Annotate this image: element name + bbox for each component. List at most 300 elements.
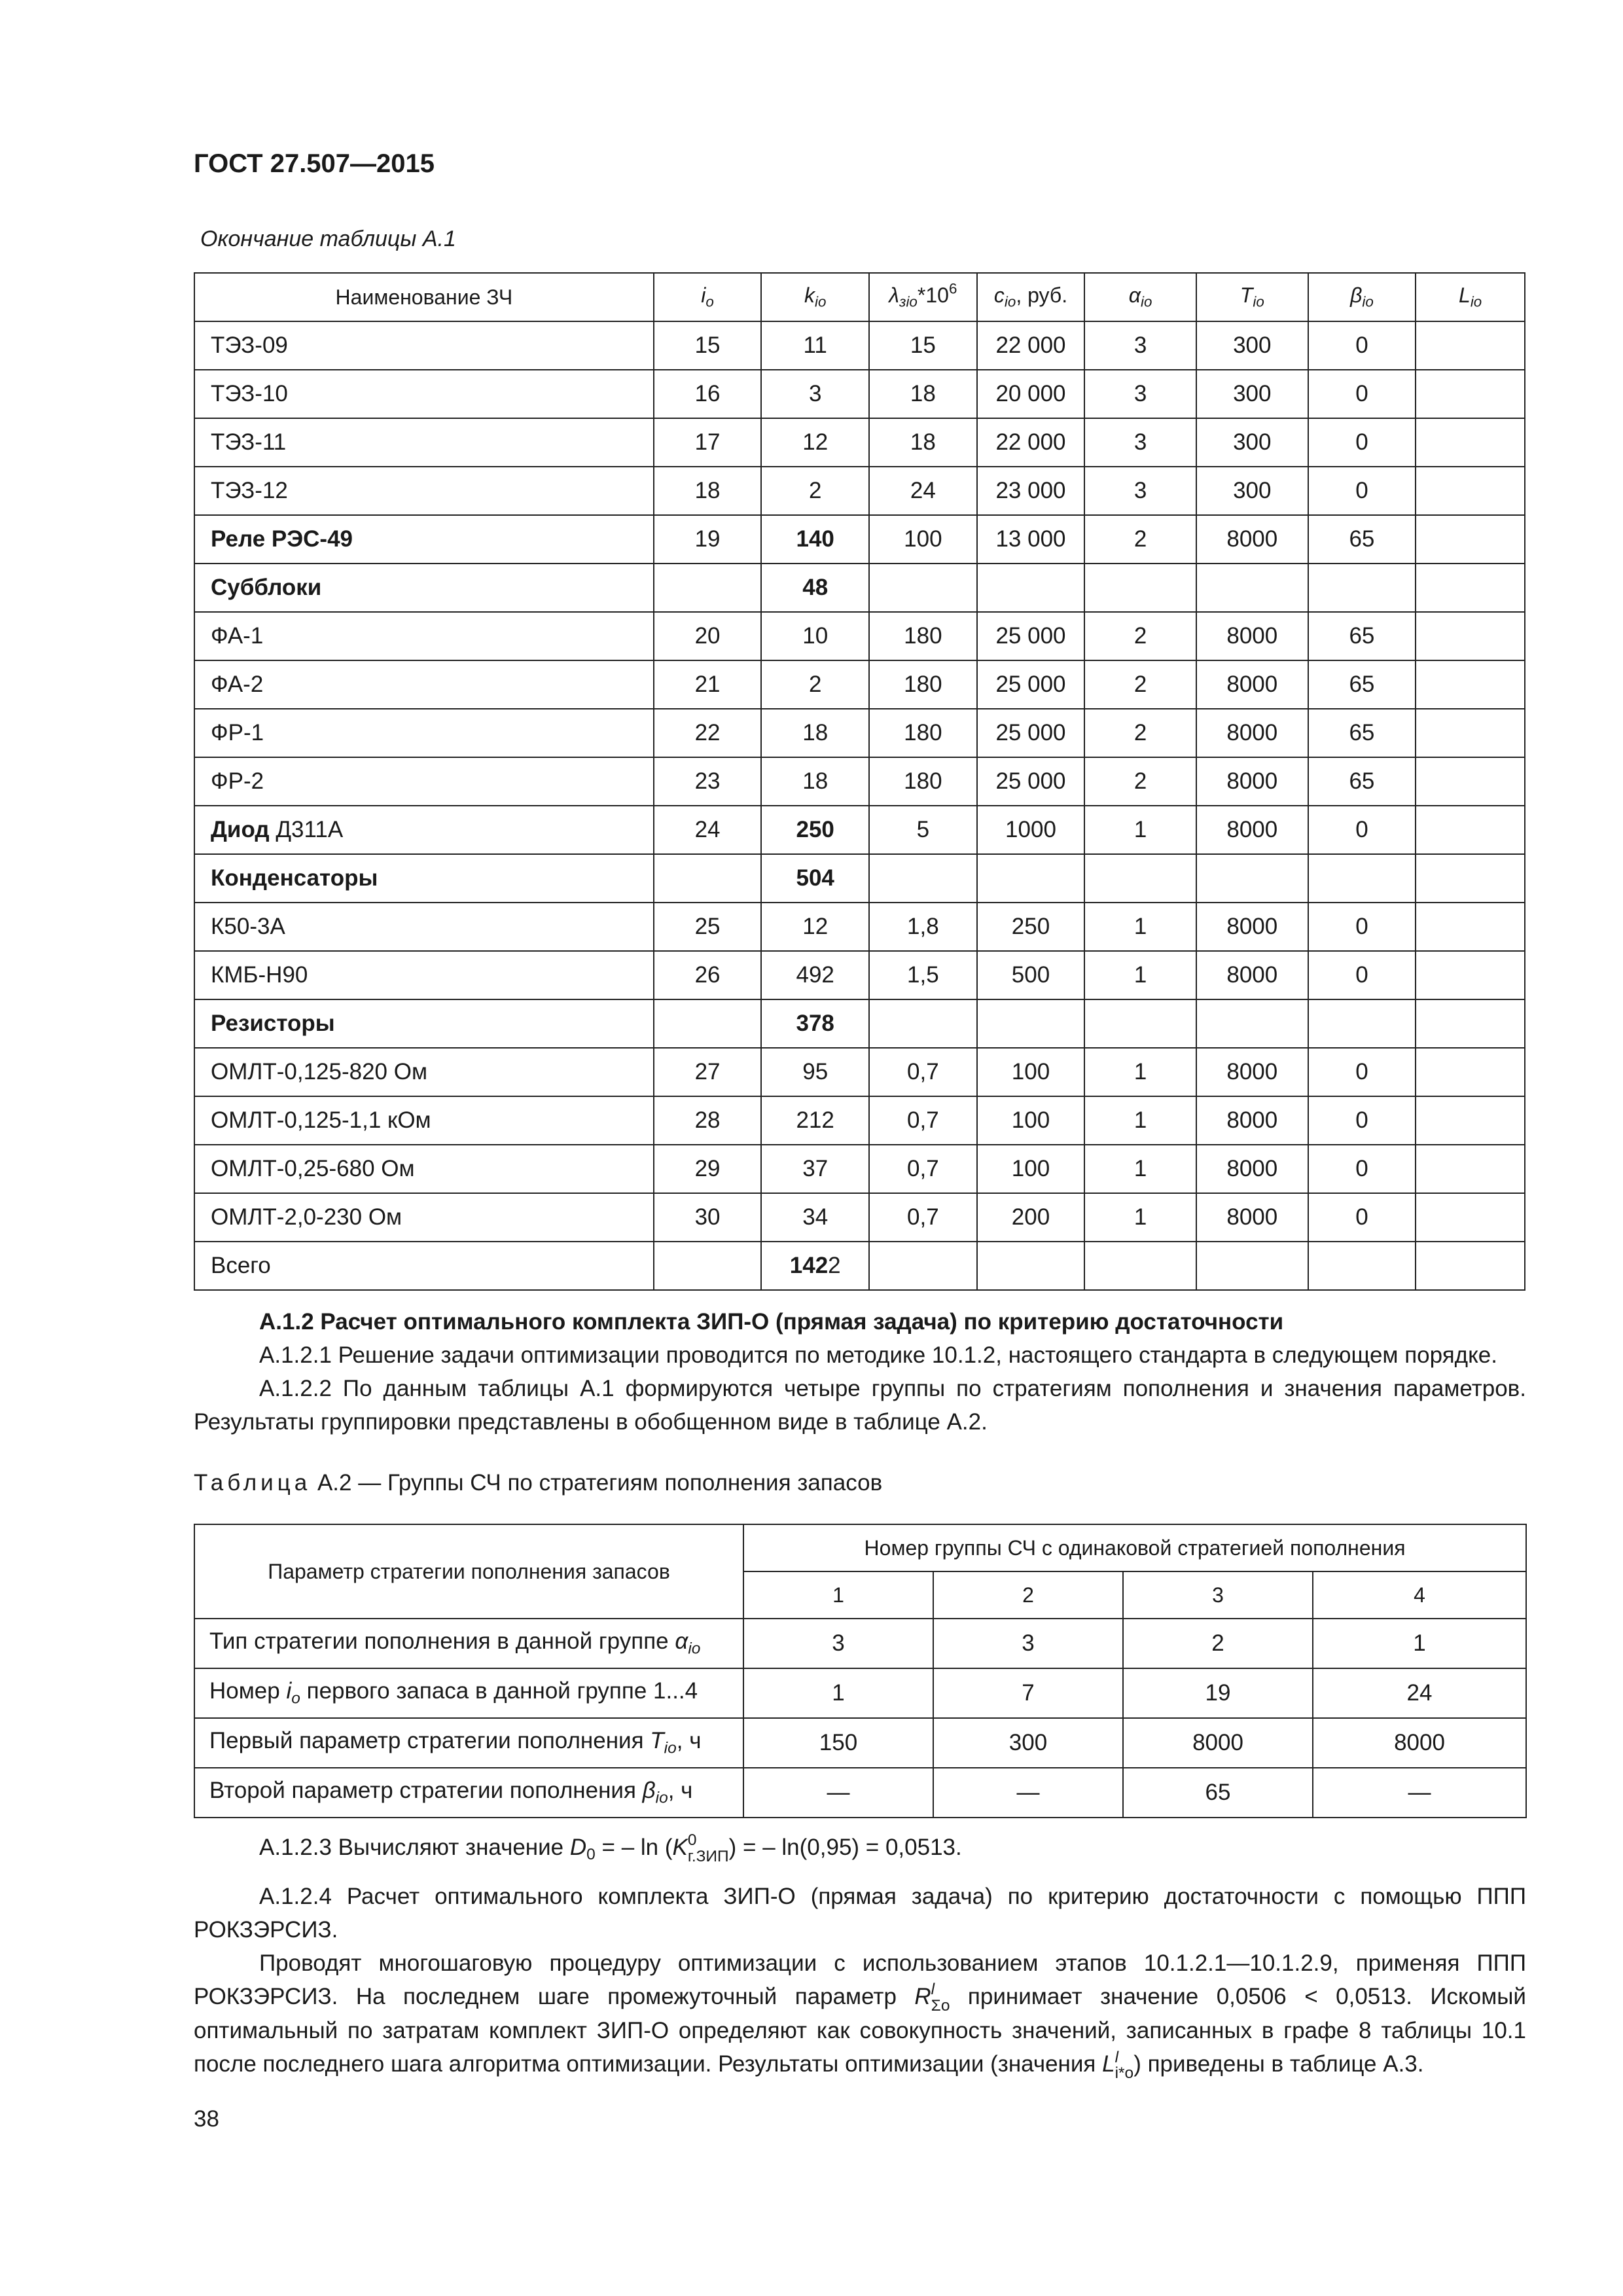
value-cell [654, 321, 762, 370]
param-subscript: iо [664, 1739, 677, 1757]
cell-value: 1 [1133, 1107, 1147, 1133]
cell-value: 8000 [1226, 1156, 1278, 1181]
value-cell [977, 418, 1085, 467]
value-cell [761, 1242, 869, 1290]
cell-value: 8000 [1226, 672, 1278, 697]
value-cell [1084, 903, 1196, 951]
part-name: ТЭЗ-10 [211, 381, 288, 406]
table2-caption-label: Таблица [194, 1470, 312, 1496]
part-name: ОМЛТ-2,0-230 Ом [211, 1204, 402, 1230]
cell-value: 100 [904, 526, 942, 552]
cell-value: 1 [1133, 1204, 1147, 1230]
value-cell [1084, 806, 1196, 854]
group-value-cell: — [743, 1768, 933, 1818]
cell-value: 65 [1349, 623, 1375, 649]
value-cell [977, 757, 1085, 806]
param-label-cell [194, 1768, 743, 1818]
value-cell [977, 1048, 1085, 1096]
group-value-cell: 3 [743, 1619, 933, 1668]
formula-k-sub: г.ЗИП [687, 1847, 729, 1865]
cell-value: 48 [802, 575, 829, 600]
table-row [194, 564, 1525, 612]
value-cell [654, 1242, 762, 1290]
cell-value: 25 000 [995, 672, 1066, 697]
cell-value: 0,7 [907, 1204, 939, 1230]
p5-l-sub: i*о [1115, 2064, 1134, 2082]
value-cell [977, 660, 1085, 709]
part-name-cell [194, 709, 654, 757]
value-cell [1308, 1096, 1416, 1145]
formula-d0 [259, 1833, 962, 1865]
value-cell [1308, 709, 1416, 757]
p5-r-symbol: R [914, 1984, 931, 2009]
header-symbol: α [1128, 283, 1141, 308]
p5-r-sup: l [931, 1981, 935, 1999]
cell-value: 0 [1355, 817, 1368, 842]
cell-value: 2 [1133, 768, 1147, 794]
value-cell [1308, 1145, 1416, 1193]
value-cell [869, 612, 977, 660]
group-value-cell: 1 [743, 1668, 933, 1718]
value-cell [1308, 1242, 1416, 1290]
table-row [194, 1193, 1525, 1242]
part-name: ФА-1 [211, 623, 264, 649]
value-cell [1084, 467, 1196, 515]
value-cell [1196, 418, 1308, 467]
table-row [194, 1048, 1525, 1096]
cell-value: 3 [808, 381, 822, 406]
value-cell [977, 1096, 1085, 1145]
cell-value: 19 [694, 526, 721, 552]
header-subscript: iо [1362, 293, 1374, 310]
value-cell [1084, 1193, 1196, 1242]
cell-value: 3 [1133, 429, 1147, 455]
p5-part-a: Проводят многошаговую процедуру оптимизации с использованием этапов 10.1.2.1—10.1.2.9, применяя ППП РОКЗЭРСИЗ. На последнем шаге промежуточный параметр [194, 1950, 1526, 2009]
value-cell [869, 903, 977, 951]
cell-value: 95 [802, 1059, 829, 1085]
param-label-cell [194, 1668, 743, 1718]
value-cell [761, 370, 869, 418]
value-cell [761, 1145, 869, 1193]
part-name-cell [194, 660, 654, 709]
parts-table-header-cell [654, 273, 762, 321]
table-row [194, 1619, 1526, 1668]
cell-value: 65 [1349, 720, 1375, 745]
cell-value: 24 [694, 817, 721, 842]
formula-d-symbol: D [569, 1834, 587, 1860]
value-cell [1196, 757, 1308, 806]
param-subscript: iо [655, 1789, 668, 1807]
group-value-cell: 3 [933, 1619, 1123, 1668]
value-cell [869, 467, 977, 515]
value-cell [977, 1145, 1085, 1193]
value-cell [761, 1193, 869, 1242]
value-cell [869, 951, 977, 999]
part-name-cell [194, 1145, 654, 1193]
value-cell [977, 1242, 1085, 1290]
cell-value: 8000 [1226, 962, 1278, 988]
cell-value: 0 [1355, 1059, 1368, 1085]
group-value-cell: 8000 [1313, 1718, 1526, 1768]
value-cell [869, 370, 977, 418]
value-cell [1084, 1242, 1196, 1290]
section-heading: А.1.2 Расчет оптимального комплекта ЗИП-О (прямая задача) по критерию достаточности [259, 1309, 1284, 1335]
parts-table-header-cell [761, 273, 869, 321]
part-name-cell [194, 903, 654, 951]
value-cell [869, 1048, 977, 1096]
cell-value: 1,5 [907, 962, 939, 988]
value-cell [1196, 660, 1308, 709]
cell-value: 8000 [1226, 526, 1278, 552]
cell-value: 8000 [1226, 768, 1278, 794]
param-label-cell [194, 1718, 743, 1768]
col-group-header: Номер группы СЧ с одинаковой стратегией пополнения [743, 1524, 1526, 1571]
value-cell [1084, 321, 1196, 370]
value-cell [869, 709, 977, 757]
value-cell [654, 1048, 762, 1096]
header-superscript: 6 [948, 280, 957, 297]
part-name: Реле РЭС-49 [211, 526, 353, 552]
cell-value: 250 [796, 817, 834, 842]
value-cell [1196, 903, 1308, 951]
table-row [194, 709, 1525, 757]
cell-value: 30 [694, 1204, 721, 1230]
value-cell [761, 660, 869, 709]
value-cell [1196, 709, 1308, 757]
col-param-header: Параметр стратегии пополнения запасов [194, 1524, 743, 1619]
value-cell [1308, 612, 1416, 660]
group-value-cell: 1 [1313, 1619, 1526, 1668]
cell-value: 34 [802, 1204, 829, 1230]
part-name-cell [194, 951, 654, 999]
cell-value: 18 [910, 381, 936, 406]
value-cell [654, 612, 762, 660]
table-row [194, 806, 1525, 854]
cell-value: 3 [1133, 332, 1147, 358]
param-label-cell [194, 1619, 743, 1668]
cell-value: 180 [904, 720, 942, 745]
value-cell [761, 903, 869, 951]
cell-value: 20 [694, 623, 721, 649]
part-name: Конденсаторы [211, 865, 378, 891]
value-cell [977, 1193, 1085, 1242]
header-subscript: iо [1004, 293, 1016, 310]
section-a124 [194, 1880, 1526, 2082]
value-cell [1308, 564, 1416, 612]
value-cell [654, 370, 762, 418]
value-cell [654, 1096, 762, 1145]
value-cell [977, 951, 1085, 999]
param-tail: , ч [676, 1728, 702, 1754]
value-cell [654, 1145, 762, 1193]
part-name-cell [194, 1193, 654, 1242]
p5-l-symbol: L [1102, 2051, 1115, 2077]
cell-value: 0 [1355, 962, 1368, 988]
table-continuation-caption: Окончание таблицы А.1 [200, 226, 456, 251]
cell-value: 1 [1133, 817, 1147, 842]
page-number: 38 [194, 2106, 219, 2132]
value-cell [869, 854, 977, 903]
value-cell [654, 951, 762, 999]
value-cell [977, 806, 1085, 854]
part-name: ФР-2 [211, 768, 264, 794]
value-cell [654, 709, 762, 757]
formula-suffix: ) = – ln(0,95) = 0,0513. [728, 1834, 962, 1860]
formula-mid: = – ln ( [595, 1834, 673, 1860]
cell-value: 18 [802, 720, 829, 745]
cell-value: 16 [694, 381, 721, 406]
group-value-cell: 8000 [1123, 1718, 1313, 1768]
parts-table [194, 272, 1525, 1291]
value-cell [1084, 709, 1196, 757]
cell-value: 22 000 [995, 332, 1066, 358]
value-cell [869, 660, 977, 709]
group-value-cell: 150 [743, 1718, 933, 1768]
cell-value: 2 [1133, 720, 1147, 745]
group-number-cell: 4 [1313, 1571, 1526, 1619]
cell-value: 300 [1233, 478, 1272, 503]
value-cell [761, 757, 869, 806]
param-symbol: α [675, 1628, 688, 1655]
cell-value: 21 [694, 672, 721, 697]
param-symbol: T [650, 1728, 664, 1754]
value-cell [869, 564, 977, 612]
table-row [194, 1096, 1525, 1145]
header-symbol: β [1350, 283, 1363, 308]
part-name-cell [194, 612, 654, 660]
value-cell [977, 564, 1085, 612]
value-cell [654, 515, 762, 564]
group-number-cell: 2 [933, 1571, 1123, 1619]
value-cell [869, 1145, 977, 1193]
value-cell [1196, 951, 1308, 999]
table-row [194, 999, 1525, 1048]
table-row [194, 757, 1525, 806]
value-cell [1196, 515, 1308, 564]
value-cell [1308, 1048, 1416, 1096]
cell-value: 15 [910, 332, 936, 358]
cell-value: 22 [694, 720, 721, 745]
part-name-rest: Д311А [269, 817, 344, 842]
cell-value: 25 000 [995, 768, 1066, 794]
cell-value: 3 [1133, 381, 1147, 406]
cell-value: 25 [694, 914, 721, 939]
value-cell [977, 467, 1085, 515]
value-cell [1308, 418, 1416, 467]
value-cell [977, 321, 1085, 370]
param-label: Номер [209, 1678, 287, 1704]
table-row [194, 1718, 1526, 1768]
p5-l-sup: l [1115, 2048, 1119, 2066]
value-cell [1416, 757, 1525, 806]
cell-value: 24 [910, 478, 936, 503]
table-row [194, 515, 1525, 564]
value-cell [1084, 1096, 1196, 1145]
value-cell [1196, 321, 1308, 370]
cell-value: 2 [808, 478, 822, 503]
cell-value: 1 [1133, 962, 1147, 988]
header-subscript: iо [814, 293, 827, 310]
table-row [194, 1145, 1525, 1193]
table-row [194, 660, 1525, 709]
value-cell [1084, 1048, 1196, 1096]
cell-value: 0 [1355, 478, 1368, 503]
part-name: КМБ-Н90 [211, 962, 308, 988]
total-rest: 2 [828, 1253, 841, 1278]
value-cell [1308, 999, 1416, 1048]
value-cell [1416, 1048, 1525, 1096]
value-cell [761, 806, 869, 854]
value-cell [977, 515, 1085, 564]
value-cell [977, 370, 1085, 418]
p5-part-c: ) приведены в таблице А.3. [1133, 2051, 1424, 2077]
value-cell [1196, 1096, 1308, 1145]
cell-value: 180 [904, 672, 942, 697]
value-cell [1084, 660, 1196, 709]
header-subscript: iо [1253, 293, 1264, 310]
value-cell [654, 1193, 762, 1242]
cell-value: 18 [694, 478, 721, 503]
cell-value: 22 000 [995, 429, 1066, 455]
value-cell [1416, 370, 1525, 418]
header-symbol: k [804, 283, 815, 308]
value-cell [1308, 1193, 1416, 1242]
table-row [194, 612, 1525, 660]
value-cell [1416, 709, 1525, 757]
cell-value: 0,7 [907, 1156, 939, 1181]
value-cell [761, 709, 869, 757]
value-cell [1416, 467, 1525, 515]
section-a12 [194, 1305, 1526, 1439]
value-cell [1416, 612, 1525, 660]
value-cell [869, 1193, 977, 1242]
value-cell [1084, 515, 1196, 564]
part-name-cell [194, 370, 654, 418]
cell-value: 15 [694, 332, 721, 358]
value-cell [1308, 321, 1416, 370]
part-name-cell [194, 757, 654, 806]
value-cell [1308, 660, 1416, 709]
value-cell [977, 999, 1085, 1048]
part-name: Всего [211, 1253, 271, 1278]
value-cell [761, 418, 869, 467]
cell-value: 300 [1233, 429, 1272, 455]
value-cell [1308, 903, 1416, 951]
cell-value: 1 [1133, 1059, 1147, 1085]
part-name-cell [194, 515, 654, 564]
value-cell [1416, 1145, 1525, 1193]
value-cell [1084, 854, 1196, 903]
value-cell [1196, 806, 1308, 854]
cell-value: 3 [1133, 478, 1147, 503]
cell-value: 250 [1011, 914, 1050, 939]
cell-value: 0,7 [907, 1107, 939, 1133]
header-symbol: c [993, 283, 1005, 308]
formula-k-sup: 0 [687, 1831, 697, 1849]
part-name-cell [194, 1048, 654, 1096]
value-cell [1416, 418, 1525, 467]
group-number-cell: 3 [1123, 1571, 1313, 1619]
cell-value: 0 [1355, 1107, 1368, 1133]
part-name: ФР-1 [211, 720, 264, 745]
part-name-cell [194, 321, 654, 370]
cell-value: 0 [1355, 332, 1368, 358]
value-cell [869, 999, 977, 1048]
parts-table-header-cell [194, 273, 654, 321]
value-cell [1416, 806, 1525, 854]
header-subscript: iо [1141, 293, 1152, 310]
cell-value: 2 [1133, 526, 1147, 552]
cell-value: 200 [1011, 1204, 1050, 1230]
value-cell [977, 854, 1085, 903]
cell-value: 28 [694, 1107, 721, 1133]
cell-value: 25 000 [995, 623, 1066, 649]
value-cell [869, 418, 977, 467]
group-value-cell: 19 [1123, 1668, 1313, 1718]
cell-value: 0 [1355, 914, 1368, 939]
value-cell [1416, 1193, 1525, 1242]
group-value-cell: 65 [1123, 1768, 1313, 1818]
group-value-cell: — [933, 1768, 1123, 1818]
value-cell [1084, 370, 1196, 418]
cell-value: 8000 [1226, 623, 1278, 649]
cell-value: 17 [694, 429, 721, 455]
cell-value: 12 [802, 914, 829, 939]
value-cell [1416, 951, 1525, 999]
part-name: Резисторы [211, 1011, 335, 1036]
part-name: ТЭЗ-12 [211, 478, 288, 503]
value-cell [761, 1048, 869, 1096]
part-name-cell [194, 806, 654, 854]
p5-part-b: принимает значение 0,0506 < 0,0513. Искомый оптимальный по затратам комплект ЗИП-О определяют как совокупность значений, записанных в графе 8 таблицы 10.1 после последнего шага алгоритма оптимизации. Результаты оптимизации (значения [194, 1984, 1526, 2077]
group-value-cell: 300 [933, 1718, 1123, 1768]
value-cell [1196, 564, 1308, 612]
cell-value: 12 [802, 429, 829, 455]
cell-value: 11 [803, 332, 827, 358]
cell-value: 140 [796, 526, 834, 552]
table-row [194, 467, 1525, 515]
cell-value: 2 [808, 672, 822, 697]
value-cell [654, 418, 762, 467]
header-tail: , руб. [1016, 283, 1068, 308]
paragraph-a122: А.1.2.2 По данным таблицы А.1 формируются четыре группы по стратегиям пополнения и значения параметров. Результаты группировки представлены в обобщенном виде в таблице А.2. [194, 1376, 1526, 1435]
cell-value: 1 [1133, 914, 1147, 939]
part-name: Субблоки [211, 575, 322, 600]
value-cell [869, 1096, 977, 1145]
parts-table-header-row [194, 273, 1525, 321]
part-name-cell [194, 854, 654, 903]
cell-value: 0 [1355, 1204, 1368, 1230]
header-symbol: L [1459, 283, 1471, 308]
part-name: ОМЛТ-0,125-820 Ом [211, 1059, 428, 1085]
part-name: ТЭЗ-11 [211, 429, 287, 455]
parts-table-header-cell [977, 273, 1085, 321]
header-text: Наименование ЗЧ [335, 285, 513, 309]
cell-value: 8000 [1226, 817, 1278, 842]
value-cell [1084, 418, 1196, 467]
value-cell [1308, 515, 1416, 564]
table-row [194, 903, 1525, 951]
value-cell [869, 321, 977, 370]
cell-value: 13 000 [995, 526, 1066, 552]
cell-value: 100 [1011, 1059, 1050, 1085]
value-cell [1308, 757, 1416, 806]
value-cell [1308, 951, 1416, 999]
param-label: Первый параметр стратегии пополнения [209, 1728, 651, 1754]
table-row [194, 418, 1525, 467]
cell-value: 65 [1349, 526, 1375, 552]
part-name-bold: Диод [211, 817, 270, 842]
